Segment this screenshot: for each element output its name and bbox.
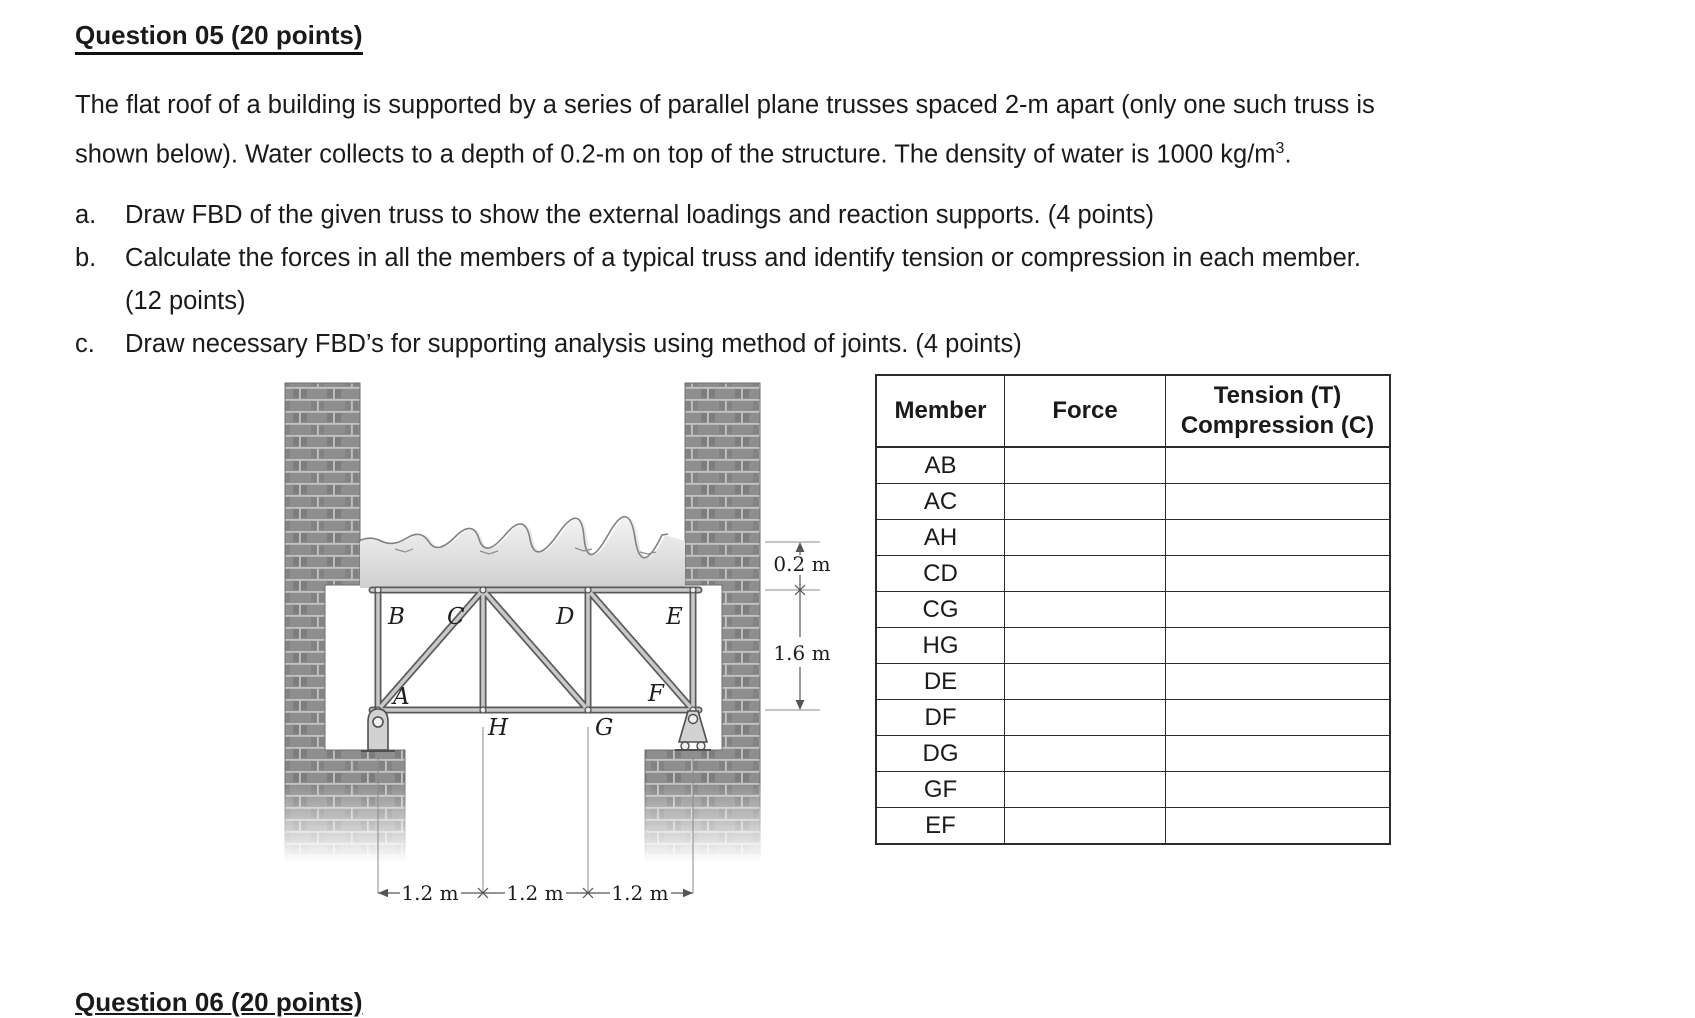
member-cell: GF	[876, 772, 1005, 808]
force-cell[interactable]	[1005, 628, 1166, 664]
member-cell: AH	[876, 520, 1005, 556]
label-G: G	[595, 715, 614, 741]
joint-labels	[387, 604, 683, 741]
horizontal-dimension-labels	[401, 881, 668, 905]
subquestion-c	[75, 323, 1615, 366]
tc-cell[interactable]	[1166, 520, 1391, 556]
table-row	[876, 808, 1390, 845]
member-cell: AC	[876, 484, 1005, 520]
table-row	[876, 592, 1390, 628]
label-H: H	[488, 715, 509, 741]
label-A: A	[393, 684, 410, 710]
subquestion-b	[75, 237, 1615, 323]
force-cell[interactable]	[1005, 447, 1166, 484]
marker-b: b.	[75, 244, 97, 272]
member-cell: EF	[876, 808, 1005, 845]
force-cell[interactable]	[1005, 700, 1166, 736]
force-cell[interactable]	[1005, 664, 1166, 700]
tc-cell[interactable]	[1166, 592, 1391, 628]
tc-cell[interactable]	[1166, 447, 1391, 484]
intro-period: .	[1284, 140, 1292, 169]
roller-support	[675, 711, 711, 750]
label-C: C	[447, 604, 465, 630]
subquestion-a-text: Draw FBD of the given truss to show the external loadings and reaction supports. (4 points)	[125, 201, 1155, 229]
table-header-row	[876, 375, 1390, 447]
dim-bay2: 1.2 m	[506, 881, 564, 905]
table-row	[876, 484, 1390, 520]
member-cell: AB	[876, 447, 1005, 484]
force-cell[interactable]	[1005, 520, 1166, 556]
wall-fade	[275, 783, 770, 883]
member-cell: CD	[876, 556, 1005, 592]
table-row	[876, 664, 1390, 700]
force-cell[interactable]	[1005, 484, 1166, 520]
label-B: B	[388, 604, 405, 630]
header-tension-compression	[1166, 375, 1391, 447]
tc-cell[interactable]	[1166, 628, 1391, 664]
member-cell: CG	[876, 592, 1005, 628]
superscript-3: 3	[1275, 140, 1285, 157]
header-member: Member	[876, 375, 1005, 447]
question-intro	[75, 84, 1595, 177]
force-cell[interactable]	[1005, 736, 1166, 772]
table-row	[876, 736, 1390, 772]
tc-cell[interactable]	[1166, 736, 1391, 772]
dim-bay1: 1.2 m	[401, 881, 459, 905]
pin-support	[361, 709, 395, 751]
tc-cell[interactable]	[1166, 664, 1391, 700]
vertical-dimension-labels	[773, 552, 830, 665]
header-force: Force	[1005, 375, 1166, 447]
force-cell[interactable]	[1005, 592, 1166, 628]
subquestion-a	[75, 194, 1615, 237]
subquestion-b-text	[125, 237, 1615, 323]
label-D: D	[556, 604, 575, 630]
table-row	[876, 556, 1390, 592]
intro-line1: The flat roof of a building is supported by a series of parallel plane trusses spaced 2-m apart (only one such truss is	[75, 91, 1375, 119]
label-F: F	[648, 681, 664, 707]
subquestion-list	[75, 194, 1615, 366]
subquestion-c-text: Draw necessary FBD’s for supporting analysis using method of joints. (4 points)	[125, 330, 1022, 358]
member-cell: DF	[876, 700, 1005, 736]
table-row	[876, 628, 1390, 664]
force-cell[interactable]	[1005, 772, 1166, 808]
table-row	[876, 700, 1390, 736]
header-compression-line: Compression (C)	[1180, 412, 1375, 439]
dim-bay3: 1.2 m	[611, 881, 669, 905]
subquestion-b-line2: (12 points)	[125, 287, 246, 315]
members-table	[875, 374, 1391, 845]
header-tension-line: Tension (T)	[1213, 382, 1342, 409]
marker-c: c.	[75, 330, 95, 358]
table-row	[876, 520, 1390, 556]
dim-truss-height: 1.6 m	[773, 641, 831, 665]
truss-figure-svg	[275, 375, 855, 915]
label-E: E	[666, 604, 683, 630]
marker-a: a.	[75, 201, 97, 229]
next-question-title: Question 06 (20 points)	[75, 987, 363, 1017]
intro-line2: shown below). Water collects to a depth of 0.2-m on top of the structure. The density of water is 1000 kg/m	[75, 140, 1276, 169]
truss-figure	[275, 375, 855, 915]
force-cell[interactable]	[1005, 808, 1166, 845]
table-row	[876, 447, 1390, 484]
force-cell[interactable]	[1005, 556, 1166, 592]
water	[360, 517, 685, 588]
tc-cell[interactable]	[1166, 484, 1391, 520]
tc-cell[interactable]	[1166, 700, 1391, 736]
member-cell: HG	[876, 628, 1005, 664]
member-cell: DG	[876, 736, 1005, 772]
question-title: Question 05 (20 points)	[75, 20, 363, 55]
dim-water-depth: 0.2 m	[773, 552, 831, 576]
member-cell: DE	[876, 664, 1005, 700]
tc-cell[interactable]	[1166, 556, 1391, 592]
tc-cell[interactable]	[1166, 772, 1391, 808]
subquestion-b-line1: Calculate the forces in all the members of a typical truss and identify tension or compression in each member.	[125, 244, 1361, 272]
table-row	[876, 772, 1390, 808]
tc-cell[interactable]	[1166, 808, 1391, 845]
